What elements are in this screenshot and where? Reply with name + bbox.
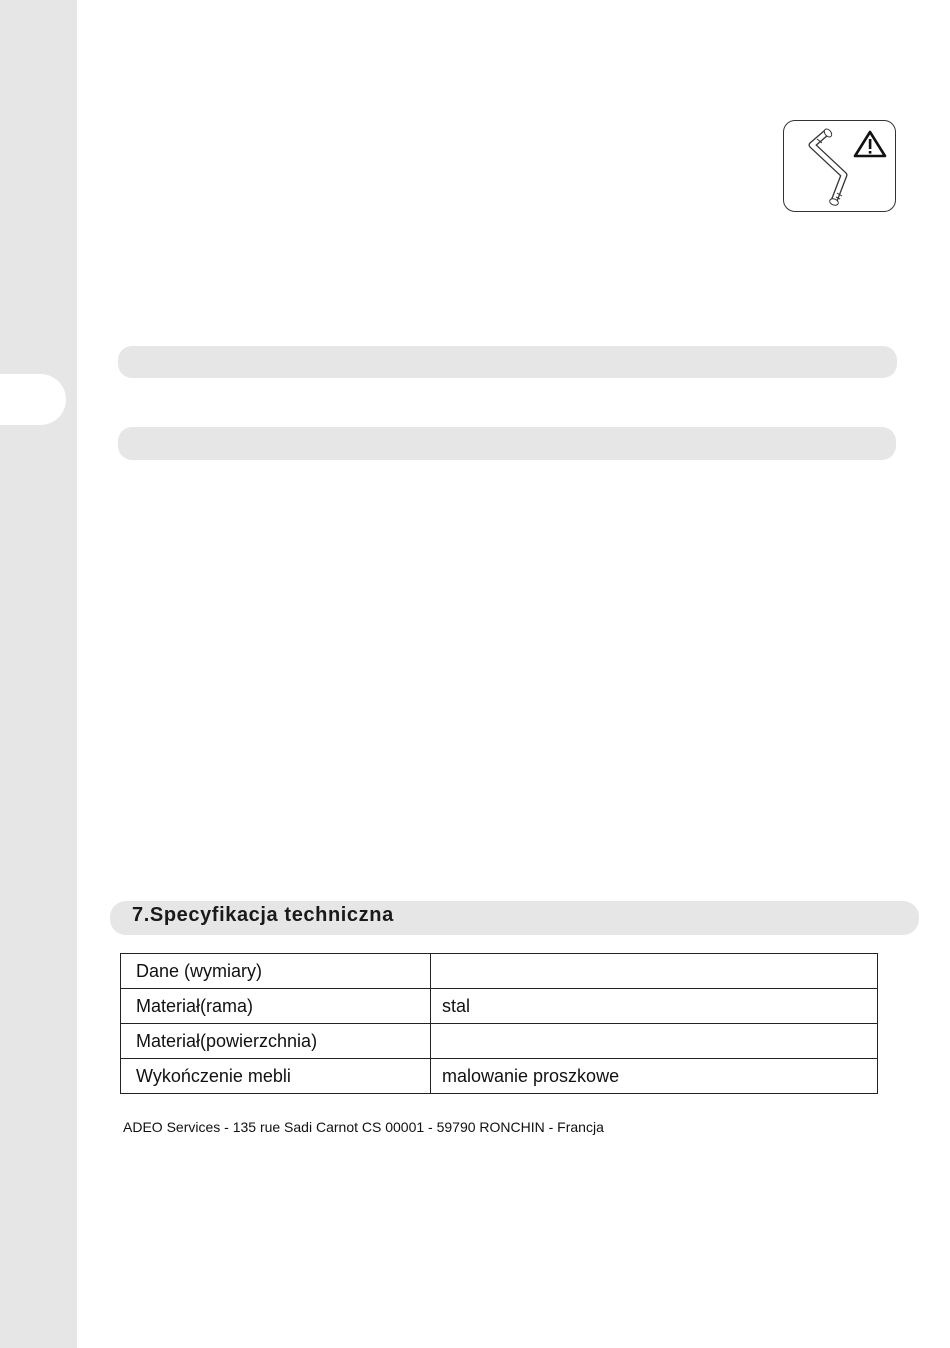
table-row	[121, 1059, 878, 1094]
spec-label: Materiał(rama)	[121, 989, 431, 1024]
spec-label: Materiał(powierzchnia)	[121, 1024, 431, 1059]
spec-value: malowanie proszkowe	[431, 1059, 878, 1094]
side-tab	[0, 374, 66, 425]
spec-label: Wykończenie mebli	[121, 1059, 431, 1094]
section-header-bar	[110, 901, 919, 935]
spec-value	[431, 954, 878, 989]
table-row	[121, 989, 878, 1024]
table-row	[121, 1024, 878, 1059]
spec-value	[431, 1024, 878, 1059]
warning-triangle-icon	[784, 121, 896, 212]
spec-value: stal	[431, 989, 878, 1024]
tool-warning-box	[783, 120, 896, 212]
side-strip	[0, 0, 77, 1348]
section-title: 7.Specyfikacja techniczna	[132, 904, 394, 926]
table-row	[121, 954, 878, 989]
grey-banner-2	[118, 427, 896, 460]
footer-address: ADEO Services - 135 rue Sadi Carnot CS 00001 - 59790 RONCHIN - Francja	[123, 1119, 604, 1135]
spec-table	[120, 953, 878, 1094]
grey-banner-1	[118, 346, 897, 378]
spec-label: Dane (wymiary)	[121, 954, 431, 989]
